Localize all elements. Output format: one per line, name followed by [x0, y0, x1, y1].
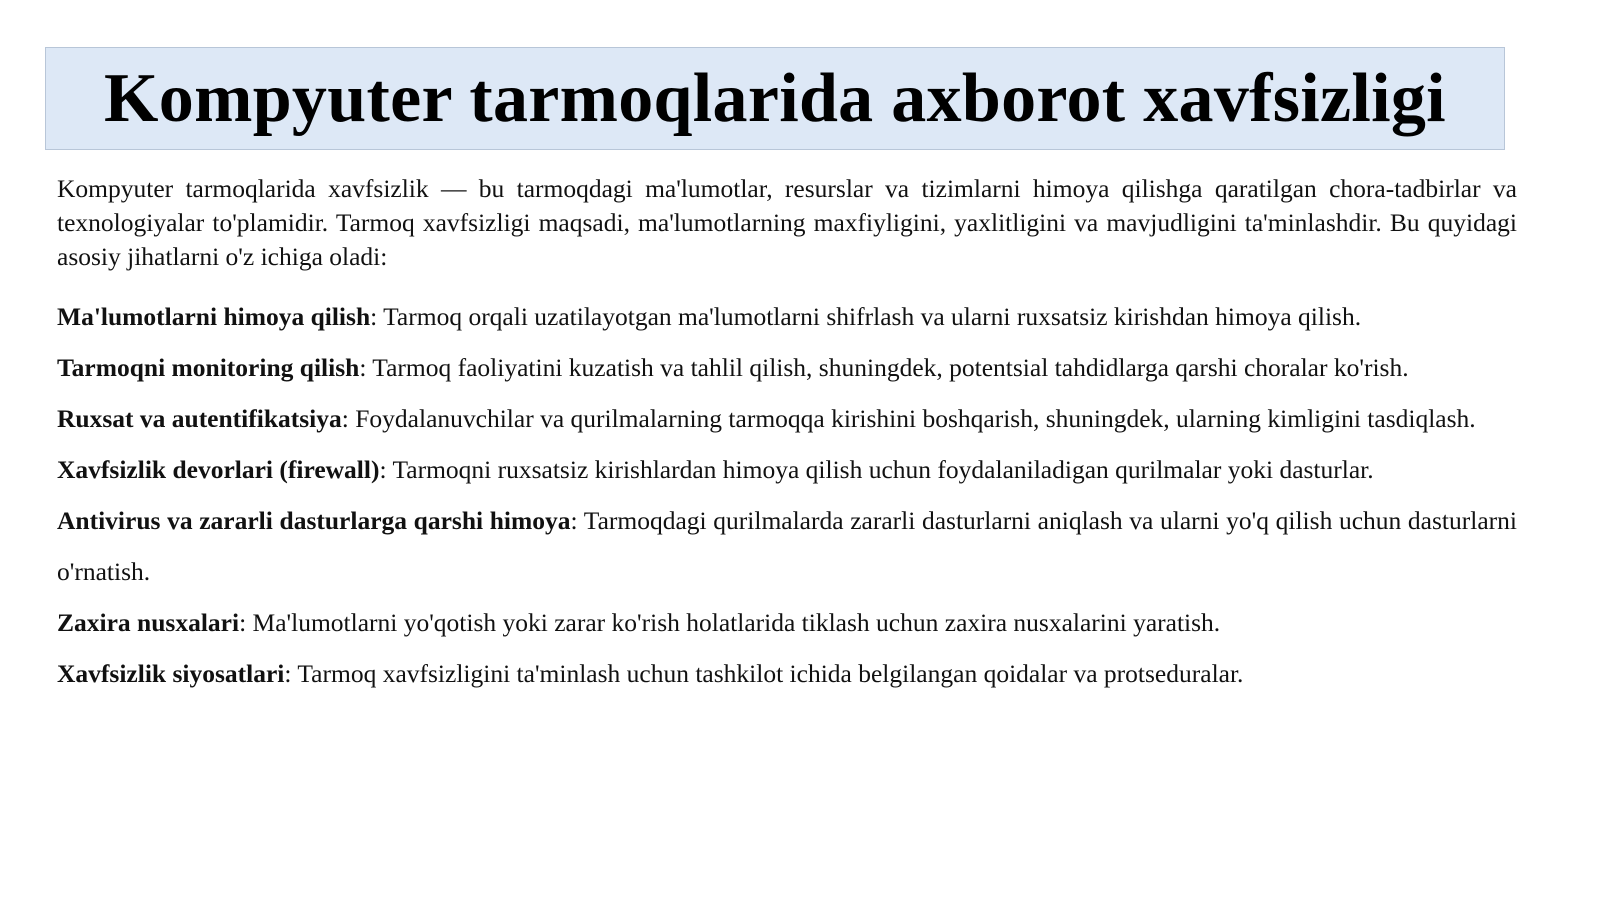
item-term: Ruxsat va autentifikatsiya	[57, 404, 342, 433]
slide-body	[57, 172, 1517, 699]
item-description: : Tarmoq orqali uzatilayotgan ma'lumotlarni shifrlash va ularni ruxsatsiz kirishdan himoya qilish.	[370, 302, 1362, 331]
item-description: : Foydalanuvchilar va qurilmalarning tarmoqqa kirishini boshqarish, shuningdek, ularning kimligini tasdiqlash.	[341, 404, 1476, 433]
page-title: Kompyuter tarmoqlarida axborot xavfsizligi	[104, 59, 1446, 137]
item-term: Tarmoqni monitoring qilish	[57, 353, 360, 382]
list-item	[57, 444, 1517, 495]
list-item	[57, 648, 1517, 699]
list-item	[57, 291, 1517, 342]
list-item	[57, 393, 1517, 444]
item-term: Ma'lumotlarni himoya qilish	[57, 302, 371, 331]
list-item	[57, 342, 1517, 393]
item-term: Antivirus va zararli dasturlarga qarshi himoya	[57, 506, 571, 535]
item-term: Xavfsizlik devorlari (firewall)	[57, 455, 380, 484]
list-item	[57, 495, 1517, 597]
list-item	[57, 597, 1517, 648]
item-description: : Ma'lumotlarni yo'qotish yoki zarar ko'rish holatlarida tiklash uchun zaxira nusxalarini yaratish.	[239, 608, 1221, 637]
title-banner	[45, 47, 1505, 150]
item-description: : Tarmoq faoliyatini kuzatish va tahlil qilish, shuningdek, potentsial tahdidlarga qarshi choralar ko'rish.	[359, 353, 1409, 382]
item-description: : Tarmoqdagi qurilmalarda zararli dasturlarni aniqlash va ularni yo'q qilish uchun dasturlarni o'rnatish.	[57, 506, 1517, 586]
item-term: Zaxira nusxalari	[57, 608, 240, 637]
intro-paragraph: Kompyuter tarmoqlarida xavfsizlik — bu tarmoqdagi ma'lumotlar, resurslar va tizimlarni himoya qilishga qaratilgan chora-tadbirlar va texnologiyalar to'plamidir. Tarmoq xavfsizligi maqsadi, ma'lumotlarning maxfiyligini, yaxlitligini va mavjudligini ta'minlashdir. Bu quyidagi asosiy jihatlarni o'z ichiga oladi:	[57, 174, 1517, 271]
item-description: : Tarmoq xavfsizligini ta'minlash uchun tashkilot ichida belgilangan qoidalar va protseduralar.	[284, 659, 1244, 688]
item-description: : Tarmoqni ruxsatsiz kirishlardan himoya qilish uchun foydalaniladigan qurilmalar yoki dasturlar.	[379, 455, 1374, 484]
item-term: Xavfsizlik siyosatlari	[57, 659, 285, 688]
